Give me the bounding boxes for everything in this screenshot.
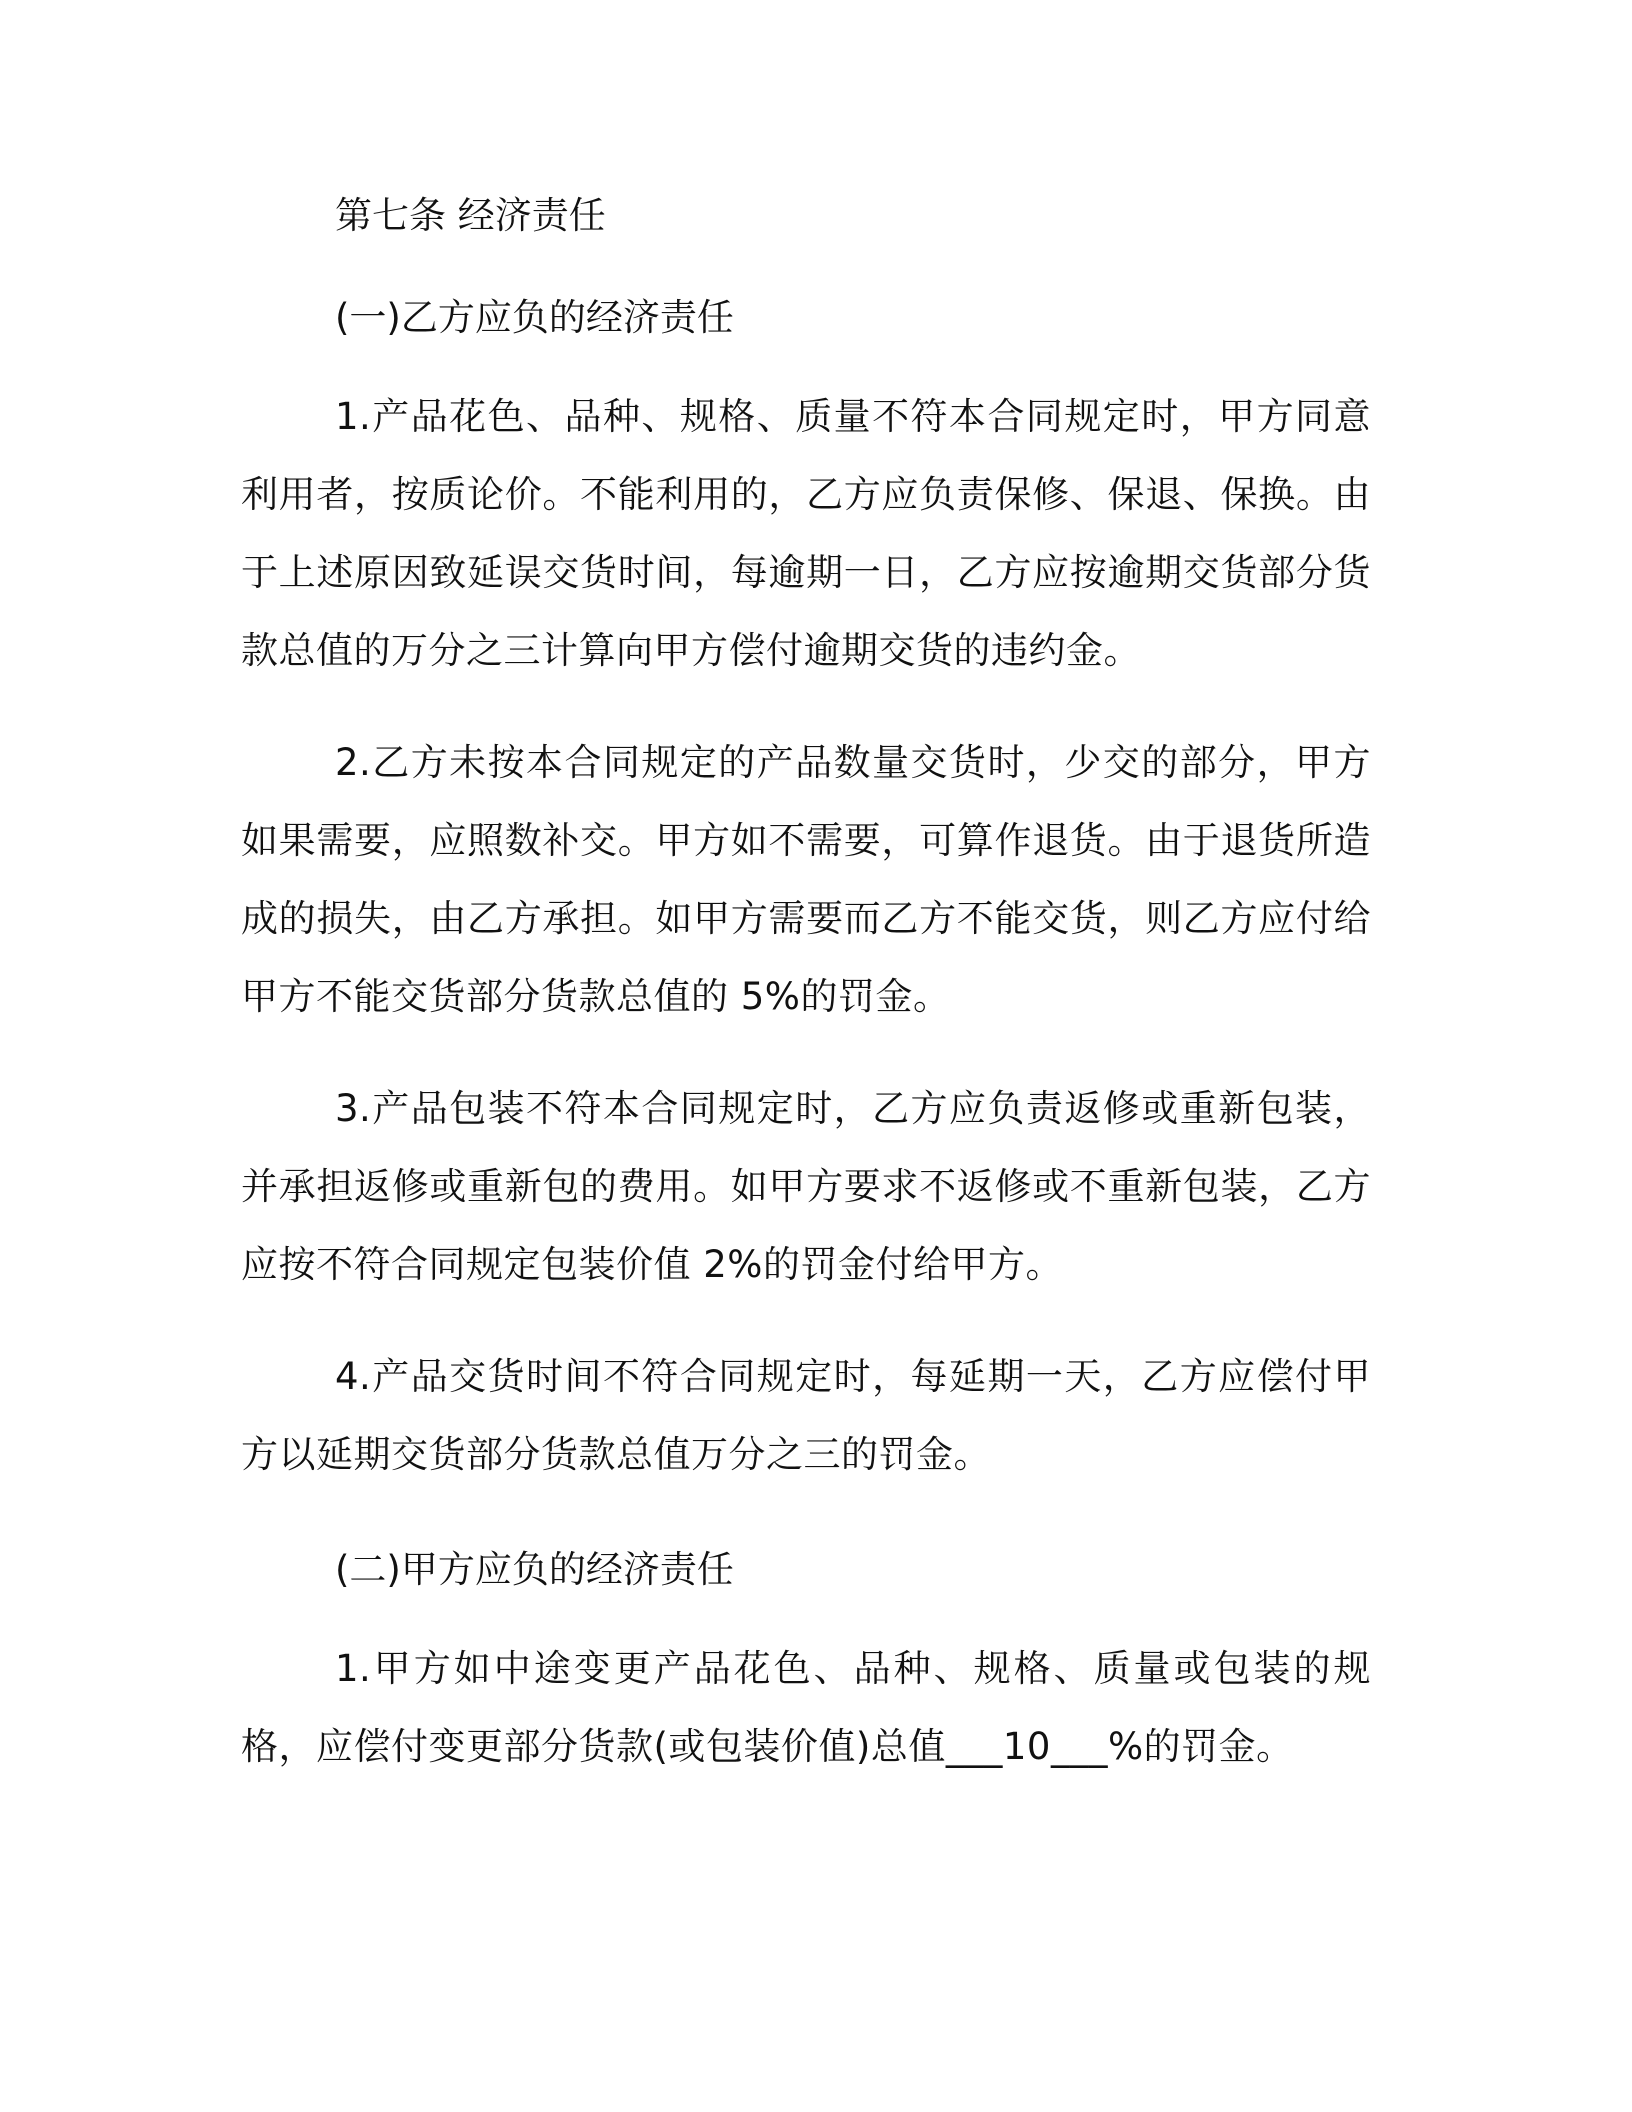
- clause-b-3: 3.产品包装不符本合同规定时，乙方应负责返修或重新包装，并承担返修或重新包的费用。如甲方要求不返修或不重新包装，乙方应按不符合同规定包装价值 2%的罚金付给甲方。: [241, 1087, 1371, 1286]
- article-title: 第七条 经济责任: [335, 194, 606, 237]
- document-page: [241, 190, 1371, 1786]
- section-title-party-b: (一)乙方应负的经济责任: [335, 296, 734, 339]
- clause-b-4: 4.产品交货时间不符合同规定时，每延期一天，乙方应偿付甲方以延期交货部分货款总值万分之三的罚金。: [241, 1355, 1371, 1476]
- clause-b-1: 1.产品花色、品种、规格、质量不符本合同规定时，甲方同意利用者，按质论价。不能利用的，乙方应负责保修、保退、保换。由于上述原因致延误交货时间，每逾期一日，乙方应按逾期交货部分货款总值的万分之三计算向甲方偿付逾期交货的违约金。: [241, 395, 1371, 672]
- section-title-party-a: (二)甲方应负的经济责任: [335, 1548, 734, 1591]
- clause-a-1: 1.甲方如中途变更产品花色、品种、规格、质量或包装的规格，应偿付变更部分货款(或包装价值)总值___10___%的罚金。: [241, 1647, 1371, 1768]
- clause-b-2: 2.乙方未按本合同规定的产品数量交货时，少交的部分，甲方如果需要，应照数补交。甲方如不需要，可算作退货。由于退货所造成的损失，由乙方承担。如甲方需要而乙方不能交货，则乙方应付给甲方不能交货部分货款总值的 5%的罚金。: [241, 741, 1371, 1018]
